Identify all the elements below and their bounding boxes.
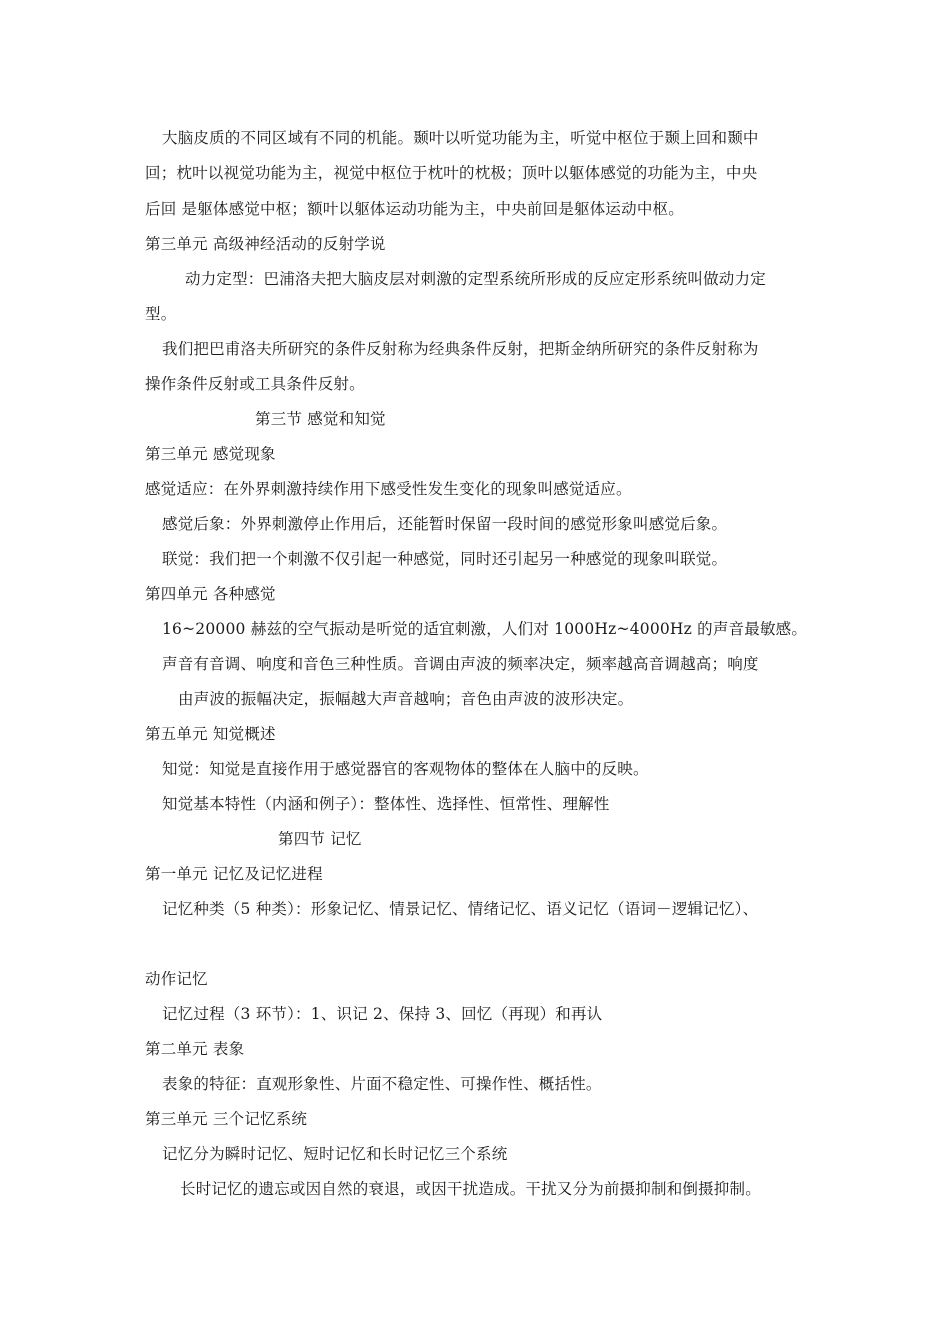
paragraph-line: 联觉：我们把一个刺激不仅引起一种感觉，同时还引起另一种感觉的现象叫联觉。 bbox=[162, 550, 728, 568]
unit-heading: 第五单元 知觉概述 bbox=[145, 725, 276, 743]
unit-heading: 第三单元 感觉现象 bbox=[145, 445, 276, 463]
paragraph-line: 记忆过程（3 环节）：1、识记 2、保持 3、回忆（再现）和再认 bbox=[162, 1005, 603, 1023]
paragraph-line: 回；枕叶以视觉功能为主，视觉中枢位于枕叶的枕极；顶叶以躯体感觉的功能为主，中央 bbox=[145, 164, 758, 182]
paragraph-line: 表象的特征：直观形象性、片面不稳定性、可操作性、概括性。 bbox=[162, 1075, 602, 1093]
paragraph-line: 型。 bbox=[145, 305, 177, 323]
unit-heading: 第四单元 各种感觉 bbox=[145, 585, 276, 603]
paragraph-line: 由声波的振幅决定，振幅越大声音越响；音色由声波的波形决定。 bbox=[178, 690, 634, 708]
paragraph-line: 动作记忆 bbox=[145, 970, 208, 988]
paragraph-line: 动力定型：巴浦洛夫把大脑皮层对刺激的定型系统所形成的反应定形系统叫做动力定 bbox=[185, 270, 766, 288]
unit-heading: 第二单元 表象 bbox=[145, 1040, 245, 1058]
paragraph-line: 记忆分为瞬时记忆、短时记忆和长时记忆三个系统 bbox=[162, 1145, 508, 1163]
section-heading: 第四节 记忆 bbox=[278, 830, 362, 848]
paragraph-line: 长时记忆的遗忘或因自然的衰退，或因干扰造成。干扰又分为前摄抑制和倒摄抑制。 bbox=[180, 1180, 761, 1198]
paragraph-line: 声音有音调、响度和音色三种性质。音调由声波的频率决定，频率越高音调越高；响度 bbox=[162, 655, 759, 673]
paragraph-line: 后回 是躯体感觉中枢；额叶以躯体运动功能为主，中央前回是躯体运动中枢。 bbox=[145, 200, 684, 218]
paragraph-line: 大脑皮质的不同区域有不同的机能。颞叶以听觉功能为主，听觉中枢位于颞上回和颞中 bbox=[162, 129, 759, 147]
paragraph-line: 记忆种类（5 种类）：形象记忆、情景记忆、情绪记忆、语义记忆（语词－逻辑记忆）、 bbox=[162, 900, 759, 918]
paragraph-line: 我们把巴甫洛夫所研究的条件反射称为经典条件反射，把斯金纳所研究的条件反射称为 bbox=[162, 340, 759, 358]
unit-heading: 第三单元 高级神经活动的反射学说 bbox=[145, 235, 386, 253]
unit-heading: 第三单元 三个记忆系统 bbox=[145, 1110, 308, 1128]
section-heading: 第三节 感觉和知觉 bbox=[255, 410, 386, 428]
paragraph-line: 感觉后象：外界刺激停止作用后，还能暂时保留一段时间的感觉形象叫感觉后象。 bbox=[162, 515, 728, 533]
paragraph-line: 知觉：知觉是直接作用于感觉器官的客观物体的整体在人脑中的反映。 bbox=[162, 760, 649, 778]
paragraph-line: 16~20000 赫兹的空气振动是听觉的适宜刺激，人们对 1000Hz~4000Hz 的声音最敏感。 bbox=[162, 620, 808, 638]
paragraph-line: 知觉基本特性（内涵和例子）：整体性、选择性、恒常性、理解性 bbox=[162, 795, 610, 813]
paragraph-line: 操作条件反射或工具条件反射。 bbox=[145, 375, 365, 393]
unit-heading: 第一单元 记忆及记忆进程 bbox=[145, 865, 323, 883]
paragraph-line: 感觉适应：在外界刺激持续作用下感受性发生变化的现象叫感觉适应。 bbox=[145, 480, 632, 498]
